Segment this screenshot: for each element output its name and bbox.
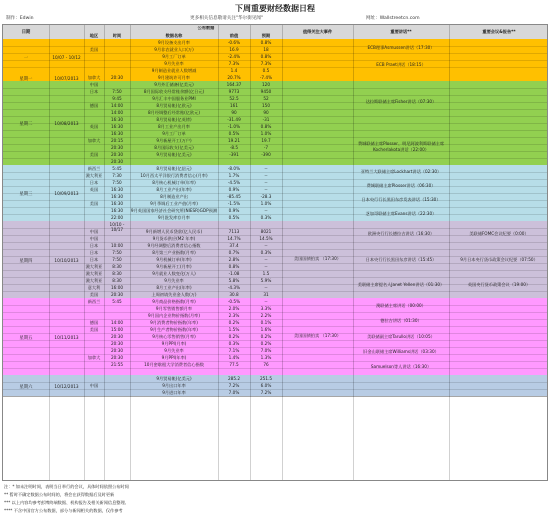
row-forecast: -- <box>264 187 268 193</box>
row-item: 9月生产者物价指数(年率) <box>150 327 198 333</box>
row-region: 英国 <box>89 187 99 193</box>
row-previous: -4.3% <box>227 285 241 291</box>
row-time: 21:55 <box>110 362 124 368</box>
row-previous: 1.4 <box>230 68 238 74</box>
row-forecast: -31 <box>262 117 270 123</box>
row-previous: 0.5% <box>228 215 240 221</box>
footnotes <box>4 483 544 515</box>
speech-item: 日本央行行长黑田东彦发表讲话（15:30） <box>361 197 441 202</box>
row-item: 9月新屋开工(月率) <box>156 264 192 270</box>
row-item: 9月就业人数变化(万人) <box>152 271 196 277</box>
row-time: 5:45 <box>112 299 122 305</box>
day-label: 星期三 <box>19 192 33 197</box>
row-time: 16:30 <box>110 124 124 130</box>
row-time: 10/10 - 10/17 <box>109 222 125 233</box>
row-forecast: -- <box>264 264 268 270</box>
row-time: 7:50 <box>112 257 122 263</box>
row-forecast: 8021 <box>260 229 272 235</box>
row-forecast: 6.0% <box>260 383 272 389</box>
row-forecast: 1.3% <box>260 355 272 361</box>
row-item: 10月密歇根大学消费者信心指数 <box>144 362 204 368</box>
row-region: 加拿大 <box>87 75 101 81</box>
speech-item: 亚特兰大联储主席Lockhart讲话（02:30） <box>360 169 442 174</box>
day-events: 美国国债拍卖 （17:30） <box>294 332 341 338</box>
row-time: 7:30 <box>112 173 122 179</box>
row-previous: 14.7% <box>227 236 241 242</box>
row-item: 9月工厂订单 <box>162 131 186 137</box>
row-time: 9:45 <box>112 96 122 102</box>
row-forecast: 1.6% <box>260 327 272 333</box>
row-forecast: -7 <box>263 145 269 151</box>
row-time: 20:30 <box>110 159 124 165</box>
row-time: 16:30 <box>110 201 124 207</box>
header-time: 时间 <box>112 33 122 38</box>
speech-item: 澳联储主席讲话（00:00） <box>376 302 426 308</box>
row-forecast: -- <box>264 243 268 249</box>
row-forecast: 5.9% <box>260 278 272 284</box>
row-item: 8月国际收支经常账余额(亿日元) <box>143 89 205 95</box>
row-item: 8月国际收支(亿美元) <box>154 145 194 151</box>
row-previous: 2.8% <box>228 257 240 263</box>
row-region: 意大利 <box>87 285 101 291</box>
row-region: 德国 <box>89 103 99 109</box>
row-forecast: 3.3% <box>260 306 272 312</box>
header-data-group: 公布数据 <box>197 26 215 30</box>
row-item: 10月西太平洋银行消费者信心(月率) <box>140 173 208 179</box>
day-label: 星期一 <box>19 76 33 82</box>
row-time: 14:00 <box>110 103 124 109</box>
row-item: 9月设备支出月率 <box>158 40 190 46</box>
row-previous: 0.9% <box>228 208 240 214</box>
speech-item: 达拉斯联储主席Fisher讲话（07:30） <box>365 99 437 104</box>
row-item: 9月消费者物价指数(年率) <box>150 320 198 326</box>
speech-item: ECB理事Asmussen讲话（17:30） <box>367 44 435 50</box>
day-date: 10/09/2013 <box>54 191 79 196</box>
row-region: 日本 <box>89 257 99 263</box>
row-time: 16:30 <box>110 208 124 214</box>
row-time: 16:00 <box>110 285 124 291</box>
row-previous: 9773 <box>228 89 240 95</box>
row-item: 9月非农就业人口(万) <box>154 47 194 53</box>
row-item: 8月工业产出(年率) <box>156 187 192 193</box>
row-forecast: -- <box>264 166 268 172</box>
column-divider <box>218 25 219 481</box>
row-forecast: 0.8% <box>260 124 272 130</box>
row-region: 澳大利亚 <box>85 173 103 179</box>
row-region: 中国 <box>89 236 99 242</box>
row-item: 上周初请失业金人数(万) <box>151 292 197 298</box>
row-time: 16:30 <box>110 194 124 200</box>
row-previous: 7113 <box>228 229 240 235</box>
row-previous: 77.5 <box>229 362 239 368</box>
row-previous: 52.5 <box>229 96 239 102</box>
row-item: 9月制造业就业人数增减 <box>151 68 197 74</box>
row-region: 加拿大 <box>87 355 101 361</box>
footnote-line: 注：* 如未注明时间，表明当日举行的会议，具体时间依照公布时间 <box>4 484 129 489</box>
row-region: 中国 <box>89 383 99 389</box>
row-time: 20:30 <box>110 292 124 298</box>
row-item: 8月制造业产出 <box>160 194 188 200</box>
day-label: 星期五 <box>19 335 33 341</box>
row-forecast: 90 <box>263 110 269 116</box>
row-forecast: -28.3 <box>260 194 272 200</box>
row-previous: -4.5% <box>227 180 241 186</box>
row-forecast: -390 <box>261 152 271 158</box>
row-region: 澳大利亚 <box>85 278 103 284</box>
row-item: 9月国内企业物价指数(月率) <box>148 313 200 319</box>
row-item: 9月失业率 <box>164 348 184 354</box>
row-previous: 164.37 <box>226 82 242 88</box>
row-forecast: 0.5 <box>262 68 270 74</box>
header-events: 值得关注大事件 <box>302 29 333 34</box>
row-forecast: 0.1% <box>260 320 272 326</box>
footnote-line: *** 以上内容均参考彭博终端数据、机构报告及相关新闻信息整理。 <box>4 500 129 505</box>
row-region: 美国 <box>89 152 99 158</box>
day-label: 一 <box>23 55 29 61</box>
row-region: 新西兰 <box>87 166 101 172</box>
column-divider <box>353 25 354 481</box>
row-time: 16:30 <box>110 117 124 123</box>
row-item: 9月汇丰中国服务业PMI <box>152 96 196 102</box>
row-item: 8月第三产业指数(月率) <box>152 250 196 256</box>
row-forecast: -- <box>264 257 268 263</box>
row-time: 8:30 <box>112 264 122 270</box>
row-time: 20:30 <box>110 341 124 347</box>
row-time: 10:00 <box>110 243 124 249</box>
row-item: 9月核心零售销售(月率) <box>152 334 196 340</box>
speech-item: ECB Praet讲话（18:15） <box>376 62 426 68</box>
row-time: 20:30 <box>110 355 124 361</box>
row-forecast: 0.8% <box>260 54 272 60</box>
row-forecast: 19.7 <box>261 138 271 144</box>
speech-item: 费城联储主席Plosser、明尼阿波利斯联储主席Kocherlakota讲话（22:00） <box>357 141 445 152</box>
row-previous: 7.0% <box>228 390 240 396</box>
header-item: 数据名称 <box>165 33 183 38</box>
row-previous: -0.5% <box>227 299 241 305</box>
row-previous: -31.49 <box>227 117 241 123</box>
column-divider <box>250 25 251 481</box>
page-title: 下周重要财经数据日程 <box>235 4 315 13</box>
row-previous: 2.3% <box>228 313 240 319</box>
header-day: 日期 <box>21 30 31 35</box>
row-item: 9月经调整后消费者信心指数 <box>147 243 201 249</box>
row-forecast: 9450 <box>260 89 272 95</box>
row-forecast: -- <box>264 180 268 186</box>
row-item: 9月新增人民币贷款(亿人民币) <box>145 229 203 235</box>
row-item: 9月进口年率 <box>162 390 186 396</box>
speech-item: 美联储主席提名人Janet Yellen讲话（01:30） <box>357 282 445 288</box>
row-time: 20:30 <box>110 348 124 354</box>
row-item: 8月核心机械订单(年率) <box>152 180 196 186</box>
row-item: 9月失业率 <box>164 278 184 284</box>
row-forecast: 251.5 <box>260 376 272 382</box>
day-date: 10/12/2013 <box>54 383 79 389</box>
row-time: 20:15 <box>110 138 124 144</box>
row-time: 14:00 <box>110 110 124 116</box>
row-previous: 20.7% <box>227 75 241 81</box>
row-forecast: 1.0% <box>260 131 272 137</box>
row-region: 加拿大 <box>87 138 101 144</box>
row-previous: 1.5% <box>228 327 240 333</box>
row-time: 8:30 <box>112 271 122 277</box>
row-item: 9月季调后工业产值(月率) <box>150 201 198 207</box>
row-item: 8月贸易帐(亿欧元) <box>156 103 192 109</box>
row-time: 7:50 <box>112 180 122 186</box>
speech-item: 旧金山联储主席Williams讲话（03:30） <box>363 348 439 354</box>
row-region: 中国 <box>89 82 99 88</box>
row-item: 9月贸易帐(亿美元) <box>156 376 192 382</box>
day-label: 星期四 <box>19 258 33 264</box>
row-region: 德国 <box>89 320 99 326</box>
row-forecast: -7.4% <box>259 75 273 81</box>
row-previous: -85.45 <box>227 194 241 200</box>
row-previous: 0.7% <box>228 250 240 256</box>
row-time: 22:00 <box>110 215 124 221</box>
row-forecast: -- <box>264 285 268 291</box>
row-time: 20:30 <box>110 75 124 81</box>
row-previous: -8.5 <box>229 145 239 151</box>
row-item: 9月PPI(年率) <box>161 355 187 361</box>
row-region: 日本 <box>89 180 99 186</box>
day-label: 星期二 <box>19 122 33 127</box>
row-previous: 16.9 <box>229 47 239 53</box>
speech-item: 德拉吉讲话（01:30） <box>380 318 422 324</box>
row-forecast: 76 <box>263 362 269 368</box>
row-time: 5:45 <box>112 166 122 172</box>
row-forecast: -- <box>264 173 268 179</box>
row-item: 8月工业产出月率 <box>158 124 190 130</box>
day-date: 10/10/2013 <box>54 257 79 263</box>
row-previous: 0.2% <box>228 334 240 340</box>
row-item: 9月工厂订单 <box>162 54 186 60</box>
day-date: 10/11/2013 <box>54 334 79 340</box>
row-time: 20:30 <box>110 152 124 158</box>
header-meetings: 重要会议&报告** <box>482 29 516 34</box>
row-forecast: 7.3% <box>260 61 272 67</box>
column-divider <box>84 25 85 481</box>
row-forecast: 31 <box>263 292 269 298</box>
row-previous: -2.4% <box>227 54 241 60</box>
column-divider <box>104 25 105 481</box>
row-time: 15:00 <box>110 327 124 333</box>
row-time: 16:30 <box>110 131 124 137</box>
speech-item: Samuelson等人讲话（16:30） <box>370 364 432 370</box>
footnote-line: **** 不含中国官方公布数据，部分与新闻相关的数据，仅作参考 <box>4 508 123 513</box>
row-forecast: 0.2% <box>260 334 272 340</box>
row-previous: 30.8 <box>229 292 239 298</box>
row-region: 中国 <box>89 229 99 235</box>
row-forecast: 18 <box>263 47 269 53</box>
meeting-item: 9月日本央行货币政策会议纪要（07:50） <box>460 256 538 262</box>
row-region: 日本 <box>89 89 99 95</box>
row-time: 7:50 <box>112 250 122 256</box>
row-region: 日本 <box>89 250 99 256</box>
row-forecast: 0.3% <box>260 215 272 221</box>
speech-item: 欧洲央行行长德拉吉讲话（16:30） <box>367 230 435 236</box>
header-previous: 前值 <box>229 33 239 38</box>
row-previous: 2.0% <box>228 306 240 312</box>
row-item: 9月失业率 <box>164 61 184 67</box>
row-item: 9月PPI(月率) <box>161 341 187 347</box>
meeting-item: 英国央行货币政策会议（19:00） <box>467 282 531 288</box>
meeting-item: 美联储FOMC会议纪要（0:00） <box>469 230 529 236</box>
row-forecast: 1.0% <box>260 201 272 207</box>
website-line: 网址：Wallstreetcn.com <box>366 16 420 21</box>
row-previous: -1.5% <box>227 201 241 207</box>
row-item: 9月批发库存月率 <box>158 215 190 221</box>
row-item: 8月经调整后经常账(亿欧元) <box>148 110 200 116</box>
row-time: 20:30 <box>110 145 124 151</box>
row-item: 9月英国国家经济社会研究所(NIESR)GDP预测 <box>130 208 218 214</box>
row-previous: -1.0% <box>227 124 241 130</box>
row-previous: 37.4 <box>229 243 239 249</box>
row-previous: 7.2% <box>228 383 240 389</box>
row-forecast: 150 <box>262 103 270 109</box>
row-item: 9月外汇储备(亿美元) <box>154 82 194 88</box>
row-previous: 5.8% <box>228 278 240 284</box>
row-forecast: 1.5 <box>262 271 270 277</box>
row-previous: -8.0% <box>227 166 241 172</box>
column-divider <box>130 25 131 481</box>
speech-item: 美联储副主席Tarullo讲话（10:05） <box>367 333 435 339</box>
footnote-line: ** 暂时不确定数据公布时间的，将会在获得数据后及时更新 <box>4 492 115 497</box>
column-divider <box>282 25 283 481</box>
row-previous: -0.6% <box>227 40 241 46</box>
row-previous: -1.08 <box>228 271 240 277</box>
row-forecast: -- <box>264 208 268 214</box>
row-forecast: 0.8% <box>260 40 272 46</box>
row-forecast: 0.2% <box>260 341 272 347</box>
row-forecast: -- <box>264 299 268 305</box>
row-previous: 1.7% <box>228 173 240 179</box>
row-time: 14:00 <box>110 320 124 326</box>
header-speeches: 重要讲话** <box>390 29 412 34</box>
day-label: 星期六 <box>19 384 33 390</box>
row-time: 16:30 <box>110 187 124 193</box>
row-previous: 285.2 <box>228 376 240 382</box>
row-item: 9月机械订单(年率) <box>156 257 192 263</box>
schedule-table <box>2 24 548 481</box>
row-forecast: 2.2% <box>260 313 272 319</box>
row-item: 8月贸易帐(亿英镑) <box>156 117 192 123</box>
row-item: 8月工业产出(年率) <box>156 285 192 291</box>
row-previous: 0.2% <box>228 320 240 326</box>
row-region: 澳大利亚 <box>85 271 103 277</box>
row-forecast: 120 <box>262 82 270 88</box>
row-forecast: 0.3% <box>260 250 272 256</box>
speech-item: 日本央行行长黑田东彦讲话（15:45） <box>365 256 437 262</box>
row-region: 美国 <box>89 327 99 333</box>
speech-item: 芝加哥联储主席Evans讲话（22:30） <box>365 211 437 216</box>
row-item: 9月出口年率 <box>162 383 186 389</box>
day-events: 美国国债拍卖 （17:30） <box>294 255 341 261</box>
row-previous: -391 <box>229 152 239 158</box>
row-previous: 0.3% <box>228 341 240 347</box>
row-item: 9月货币供应(M2 年率) <box>152 236 196 242</box>
row-region: 美国 <box>89 292 99 298</box>
follow-line: 更多相关信息敬请关注"华尔街见闻" <box>190 16 264 21</box>
row-item: 9月商品价格指数(月率) <box>152 299 196 305</box>
row-item: 9月建筑许可月率 <box>158 75 190 81</box>
row-previous: 1.4% <box>228 355 240 361</box>
row-previous: 7.3% <box>228 61 240 67</box>
day-date: 10/07/2013 <box>54 75 79 81</box>
row-region: 美国 <box>89 201 99 207</box>
row-forecast: 7.2% <box>260 390 272 396</box>
column-divider <box>449 25 450 481</box>
row-item: 9月贸易帐(亿美元) <box>156 152 192 158</box>
row-region: 日本 <box>89 243 99 249</box>
header-forecast: 预期 <box>261 33 271 38</box>
row-previous: 0.9% <box>228 187 240 193</box>
row-item: 8月贸易帐(亿纽元) <box>156 166 192 172</box>
day-date: 10/07 - 10/12 <box>52 54 81 60</box>
row-forecast: 7.0% <box>260 348 272 354</box>
row-region: 英国 <box>89 124 99 130</box>
row-item: 9月新屋开工(万户) <box>156 138 192 144</box>
header-region: 地区 <box>89 33 99 38</box>
row-previous: 90 <box>231 110 237 116</box>
row-region: 美国 <box>89 47 99 53</box>
row-time: 8:30 <box>112 278 122 284</box>
row-previous: 19.21 <box>228 138 240 144</box>
row-previous: 7.1% <box>228 348 240 354</box>
row-forecast: 52 <box>263 96 269 102</box>
author-line: 制作：Edwin <box>6 16 34 21</box>
row-previous: 0.5% <box>228 131 240 137</box>
column-divider <box>49 25 50 481</box>
row-previous: 161 <box>230 103 238 109</box>
speech-item: 费城联储主席Plosser讲话（06:30） <box>366 183 436 188</box>
row-previous: 0.8% <box>228 264 240 270</box>
row-time: 20:30 <box>110 334 124 340</box>
row-time: 7:50 <box>112 89 122 95</box>
row-region: 澳大利亚 <box>85 264 103 270</box>
row-region: 新西兰 <box>87 299 101 305</box>
day-date: 10/08/2013 <box>54 121 79 126</box>
row-forecast: 14.5% <box>259 236 273 242</box>
row-item: 9月零售销售额月率 <box>155 306 193 312</box>
